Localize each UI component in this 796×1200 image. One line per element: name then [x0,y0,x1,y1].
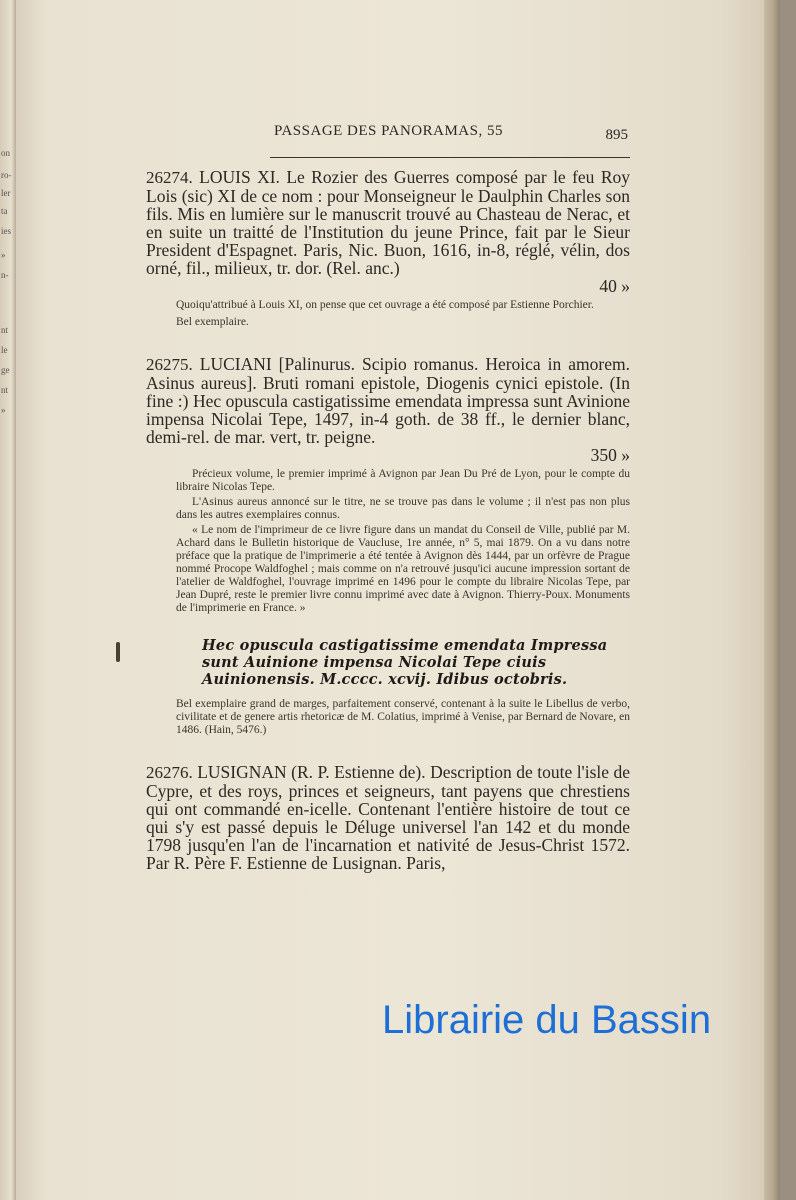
entry-number: 26275. [146,355,193,374]
margin-fragment: on [1,148,10,158]
catalogue-entries [146,168,630,872]
adjacent-page-margin [0,0,16,1200]
gothic-colophon: Hec opuscula castigatissime emendata Impressa sunt Auinione impensa Nicolai Tepe ciuis Auinionensis. M.cccc. xcvij. Idibus octobris. [202,637,608,688]
page-header [270,123,630,158]
entry-text: LUSIGNAN (R. P. Estienne de). Description de toute l'isle de Cypre, et des roys, princes et seigneurs, tant payens que chrestiens qui ont commandé en-icelle. Contenant l'entière histoire de tout ce qui s'y est passé depuis le Déluge universel l'an 142 et du monde 1798 jusqu'en l'an de l'incarnation et nativité de Jesus-Christ 1572. Par R. Père F. Estienne de Lusignan. Paris, [146,762,631,873]
margin-fragment: » [1,405,6,415]
margin-fragment: nt [1,385,9,395]
margin-fragment: ro- [1,170,12,180]
entry-price: 40 » [599,276,630,296]
margin-fragment: » [1,250,6,260]
page-number: 895 [605,127,628,143]
entry-description [146,355,630,464]
page-edge [764,0,780,1200]
margin-fragment: ler [1,188,11,198]
entry-note: L'Asinus aureus annoncé sur le titre, ne se trouve pas dans le volume ; il n'est pas non plus dans les autres exemplaires connus. [176,496,630,521]
entry-note: « Le nom de l'imprimeur de ce livre figure dans un mandat du Conseil de Ville, publié par M. Achard dans le Bulletin historique de Vaucluse, 1re année, n° 5, mai 1879. On a vu dans notre préface que la pratique de l'imprimerie a été tentée à Avignon dès 1444, par un orfèvre de Prague nommé Procope Waldfoghel ; mais comme on n'a retrouvé jusqu'ici aucune impression sortant de l'atelier de Waldfoghel, l'ouvrage imprimé en 1496 pour le compte du libraire Nicolas Tepe, par Jean Dupré, reste le premier livre connu imprimé avec date à Avignon. Thierry-Poux. Monuments de l'imprimerie en France. » [176,524,630,614]
entry-note: Bel exemplaire. [176,316,249,328]
entry-number: 26274. [146,168,193,187]
margin-fragment: le [1,345,8,355]
entry-description [146,168,630,295]
margin-fragment: nt [1,325,9,335]
catalogue-entry [146,168,630,329]
entry-note: Précieux volume, le premier imprimé à Avignon par Jean Du Pré de Lyon, pour le compte du libraire Nicolas Tepe. [176,468,630,493]
margin-fragment: ies [1,226,11,236]
bookseller-watermark: Librairie du Bassin [382,998,712,1042]
running-head: PASSAGE DES PANORAMAS, 55 [274,123,503,139]
margin-fragment: ge [1,365,10,375]
catalogue-entry [146,355,630,737]
binding-thread-mark [116,642,120,662]
entry-price: 350 » [590,445,630,465]
entry-note: Bel exemplaire grand de marges, parfaitement conservé, contenant à la suite le Libellus de verbo, civilitate et de genere artis rhetoricæ de M. Colatius, imprimé à Venise, par Bernard de Novare, en 1486. (Hain, 5476.) [176,698,630,736]
entry-description [146,763,630,872]
entry-number: 26276. [146,763,193,782]
entry-text: LOUIS XI. Le Rozier des Guerres composé par le feu Roy Lois (sic) XI de ce nom : pour Monseigneur le Daulphin Charles son fils. Mis en lumière sur le manuscrit trouvé au Chasteau de Nerac, et en suite un traitté de l'Institution du jeune Prince, fait par le Sieur President d'Espagnet. Paris, Nic. Buon, 1616, in-8, réglé, vélin, dos orné, fil., milieux, tr. dor. (Rel. anc.) [146,167,631,278]
catalogue-entry [146,763,630,872]
margin-fragment: n- [1,270,9,280]
entry-text: LUCIANI [Palinurus. Scipio romanus. Heroica in amorem. Asinus aureus]. Bruti romani epistole, Diogenis cynici epistole. (In fine :) Hec opuscula castigatissime emendata impressa sunt Avinione impensa Nicolai Tepe, 1497, in-4 goth. de 38 ff., le dernier blanc, demi-rel. de mar. vert, tr. peigne. [146,354,630,447]
entry-note: Quoiqu'attribué à Louis XI, on pense que cet ouvrage a été composé par Estienne Porchier. [176,299,594,311]
margin-fragment: ta [1,206,8,216]
